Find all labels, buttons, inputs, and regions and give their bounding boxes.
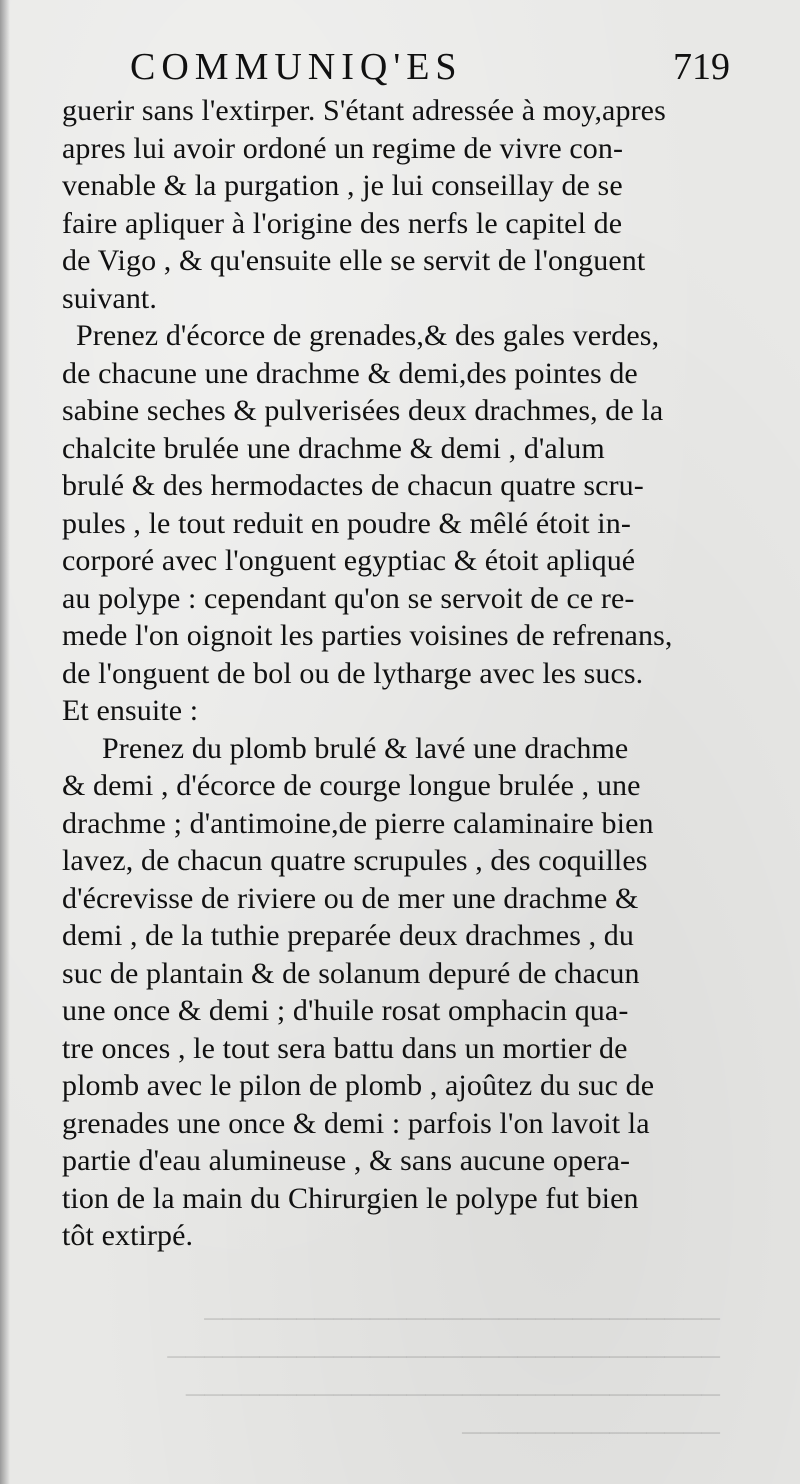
text-line: guerir sans l'extirper. S'étant adressée à moy,apres — [62, 94, 666, 127]
text-line: de Vigo , & qu'ensuite elle se servit de l'onguent — [62, 244, 646, 277]
text-line: tôt extirpé. — [62, 1219, 194, 1252]
text-line: Prenez d'écorce de grenades,& des gales verdes, — [76, 319, 660, 352]
text-line: demi , de la tuthie preparée deux drachmes , du — [62, 919, 634, 952]
text-line: plomb avec le pilon de plomb , ajoûtez du suc de — [62, 1069, 655, 1102]
body-text — [62, 92, 758, 1255]
text-line: tre onces , le tout sera battu dans un mortier de — [62, 1031, 628, 1065]
text-line: brulé & des hermodactes de chacun quatre scru- — [62, 469, 644, 502]
page-binding-shadow — [0, 0, 10, 1484]
text-line: & demi , d'écorce de courge longue brulée , une — [62, 769, 641, 802]
text-line: sabine seches & pulverisées deux drachmes, de la — [62, 394, 664, 427]
page-number: 719 — [673, 46, 730, 88]
text-line: corporé avec l'onguent egyptiac & étoit apliqué — [62, 544, 636, 577]
text-line: d'écrevisse de riviere ou de mer une drachme & — [62, 881, 639, 915]
text-line: faire apliquer à l'origine des nerfs le capitel de — [62, 206, 623, 240]
text-line: une once & demi ; d'huile rosat omphacin qua- — [62, 994, 629, 1027]
text-line: mede l'on oignoit les parties voisines de refrenans, — [62, 619, 673, 652]
text-line: partie d'eau alumineuse , & sans aucune opera- — [62, 1144, 631, 1177]
text-line: tion de la main du Chirurgien le polype fut bien — [62, 1181, 639, 1215]
text-line: venable & la purgation , je lui conseillay de se — [62, 169, 623, 202]
text-line: suc de plantain & de solanum depuré de chacun — [62, 956, 640, 990]
text-line: grenades une once & demi : parfois l'on lavoit la — [62, 1106, 650, 1140]
text-line: Et ensuite : — [62, 694, 199, 727]
text-line: pules , le tout reduit en poudre & mêlé étoit in- — [62, 506, 631, 540]
text-line: de chacune une drachme & demi,des pointes de — [62, 356, 638, 390]
text-line: chalcite brulée une drachme & demi , d'alum — [62, 431, 605, 465]
text-line: suivant. — [62, 281, 157, 315]
running-title: COMMUNIQ'ES — [130, 46, 463, 88]
text-line: Prenez du plomb brulé & lavé une drachme — [102, 731, 629, 765]
page-header — [110, 42, 750, 92]
text-line: au polype : cependant qu'on se servoit de ce re- — [62, 581, 635, 615]
show-through-texture: ──────────────────────────── ────────────────────────────── ───────────────────────────── ────────────── — [167, 1304, 720, 1447]
text-line: drachme ; d'antimoine,de pierre calaminaire bien — [62, 806, 654, 840]
text-line: lavez, de chacun quatre scrupules , des coquilles — [62, 844, 648, 877]
text-line: apres lui avoir ordoné un regime de vivre con- — [62, 131, 624, 165]
text-line: de l'onguent de bol ou de lytharge avec les sucs. — [62, 656, 644, 690]
